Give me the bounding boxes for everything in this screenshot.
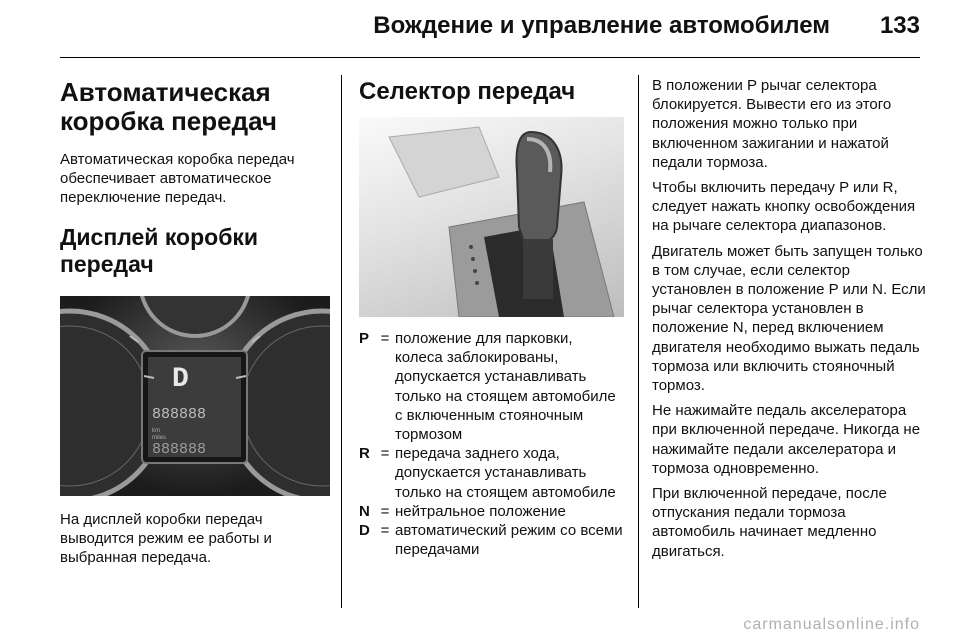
body-paragraph: Чтобы включить передачу P или R, следует нажать кнопку освобождения на рычаге селектора диапазонов. bbox=[652, 179, 916, 235]
body-paragraph: В положении P рычаг селектора блокируется. Вывести его из этого положения можно только при включенном зажигании и нажатой педали тормоза. bbox=[652, 77, 892, 171]
right-column bbox=[652, 76, 927, 567]
gear-selector-photo bbox=[359, 117, 624, 317]
definition-text: автоматический режим со всеми передачами bbox=[395, 522, 623, 559]
unit-km-label: km bbox=[152, 427, 160, 434]
definition-equals: = bbox=[380, 330, 390, 347]
section-title-line: коробка передач bbox=[60, 106, 277, 136]
definition-equals: = bbox=[380, 522, 390, 540]
page-number: 133 bbox=[879, 12, 920, 39]
definition-key: N bbox=[359, 502, 370, 520]
body-paragraph: При включенной передаче, после отпускания педали тормоза автомобиль начинает медленно двигаться. bbox=[652, 485, 887, 560]
section-title bbox=[60, 78, 330, 136]
definition-row bbox=[359, 521, 624, 559]
definition-row bbox=[359, 444, 624, 502]
section-title-line: Автоматическая bbox=[60, 77, 271, 107]
unit-miles-label: miles bbox=[152, 434, 167, 441]
header-rule bbox=[60, 57, 920, 58]
body-paragraph: Двигатель может быть запущен только в том случае, если селектор установлен в положение P или N. Если рычаг селектора установлен в положение N, перед включением двигателя необходимо выжать педаль тормоза или включить стояночный тормоз. bbox=[652, 242, 926, 395]
definition-text: передача заднего хода, допускается устанавливать только на стоящем автомобиле bbox=[395, 445, 616, 501]
subsection-title bbox=[60, 224, 330, 278]
definition-key: D bbox=[359, 522, 370, 540]
watermark: carmanualsonline.info bbox=[743, 616, 920, 633]
instrument-display-photo bbox=[60, 296, 330, 496]
odometer-segments: 888888 bbox=[152, 405, 207, 423]
definition-equals: = bbox=[380, 445, 390, 463]
subsection-title-line: Дисплей коробки bbox=[60, 223, 259, 250]
display-paragraph: На дисплей коробки передач выводится режим ее работы и выбранная передача. bbox=[60, 510, 272, 567]
left-column bbox=[60, 78, 330, 573]
page-header bbox=[0, 0, 960, 58]
instrument-cluster-illustration bbox=[60, 296, 330, 496]
definition-text: нейтральное положение bbox=[395, 502, 566, 520]
definition-row bbox=[359, 502, 624, 521]
selector-heading: Селектор передач bbox=[359, 78, 576, 105]
definition-text: положение для парковки, колеса заблокированы, допускается устанавливать только на стоящем автомобиле с включенным стояночным тормозом bbox=[395, 330, 616, 444]
gear-lever-illustration bbox=[359, 117, 624, 317]
column-divider bbox=[341, 75, 342, 608]
definition-key: R bbox=[359, 445, 370, 463]
intro-paragraph: Автоматическая коробка передач обеспечивает автоматическое переключение передач. bbox=[60, 151, 295, 207]
definition-row bbox=[359, 329, 624, 444]
gear-definitions-table bbox=[359, 329, 624, 559]
running-header-title: Вождение и управление автомобилем bbox=[373, 12, 830, 39]
body-paragraph: Не нажимайте педаль акселератора при включенной передаче. Никогда не нажимайте педали акселератора и тормоза одновременно. bbox=[652, 402, 921, 477]
middle-column bbox=[359, 78, 624, 559]
gear-indicator: D bbox=[172, 363, 189, 395]
column-divider bbox=[638, 75, 639, 608]
definition-key: P bbox=[359, 330, 370, 347]
trip-segments: 888888 bbox=[152, 440, 207, 458]
subsection-title-line: передач bbox=[60, 250, 154, 277]
definition-equals: = bbox=[380, 502, 390, 520]
